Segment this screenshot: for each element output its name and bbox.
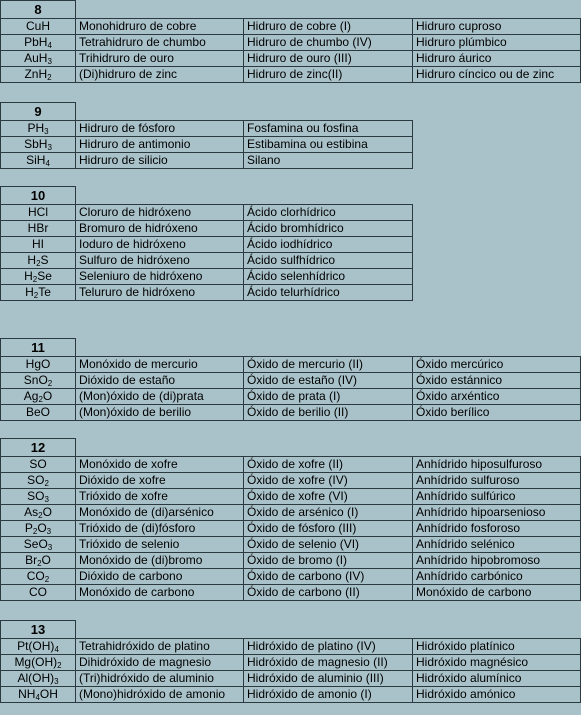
table-row bbox=[1, 221, 413, 237]
chemical-formula bbox=[1, 51, 76, 67]
chemical-formula bbox=[1, 505, 76, 521]
systematic-name: Trióxido de xofre bbox=[76, 489, 244, 505]
formula-part: PbH bbox=[24, 35, 48, 49]
systematic-name: Dióxido de estaño bbox=[76, 373, 244, 389]
systematic-name: Dihidróxido de magnesio bbox=[76, 655, 244, 671]
formula-part: CO bbox=[29, 585, 47, 599]
table-row bbox=[1, 489, 581, 505]
formula-table bbox=[0, 0, 581, 83]
systematic-name: (Mon)óxido de berilio bbox=[76, 405, 244, 421]
systematic-name: Telururo de hidróxeno bbox=[76, 285, 244, 301]
traditional-name: Anhídrido sulfuroso bbox=[413, 473, 581, 489]
chemical-formula bbox=[1, 489, 76, 505]
traditional-name: Hidruro plúmbico bbox=[413, 35, 581, 51]
section-number: 13 bbox=[1, 621, 76, 639]
formula-part: Ag bbox=[23, 389, 39, 403]
stock-name: Óxido de prata (I) bbox=[244, 389, 413, 405]
systematic-name: (Mon)óxido de (di)prata bbox=[76, 389, 244, 405]
chemical-formula bbox=[1, 639, 76, 655]
traditional-name: Hidróxido platínico bbox=[413, 639, 581, 655]
traditional-name: Anhídrido hiposulfuroso bbox=[413, 457, 581, 473]
chemical-formula bbox=[1, 19, 76, 35]
section-number: 10 bbox=[1, 187, 76, 205]
table-row bbox=[1, 687, 581, 703]
table-row bbox=[1, 373, 581, 389]
chemical-formula bbox=[1, 687, 76, 703]
chemical-formula bbox=[1, 121, 76, 137]
formula-part: Te bbox=[38, 285, 51, 299]
stock-name: Hidruro de ouro (III) bbox=[244, 51, 413, 67]
traditional-name: Hidruro cuproso bbox=[413, 19, 581, 35]
formula-part: As bbox=[24, 505, 39, 519]
traditional-name: Anhídrido carbónico bbox=[413, 569, 581, 585]
section-header-row bbox=[1, 339, 581, 357]
table-row bbox=[1, 521, 581, 537]
chemical-formula bbox=[1, 537, 76, 553]
section-10 bbox=[0, 186, 413, 301]
formula-part: SbH bbox=[24, 137, 48, 151]
section-number: 9 bbox=[1, 103, 76, 121]
formula-subscript: 3 bbox=[44, 495, 49, 504]
stock-name: Fosfamina ou fosfina bbox=[244, 121, 413, 137]
formula-part: HCl bbox=[28, 205, 48, 219]
systematic-name: Trihidruro de ouro bbox=[76, 51, 244, 67]
formula-part: O bbox=[37, 521, 47, 535]
formula-part: O bbox=[42, 389, 53, 403]
systematic-name: Monóxido de mercurio bbox=[76, 357, 244, 373]
formula-part: SnO bbox=[23, 373, 48, 387]
table-row bbox=[1, 671, 581, 687]
stock-name: Ácido sulfhídrico bbox=[244, 253, 413, 269]
stock-name: Silano bbox=[244, 153, 413, 169]
formula-subscript: 3 bbox=[44, 127, 49, 136]
formula-part: O bbox=[42, 505, 52, 519]
traditional-name: Óxido berílico bbox=[413, 405, 581, 421]
systematic-name: (Di)hidruro de zinc bbox=[76, 67, 244, 83]
chemical-formula bbox=[1, 35, 76, 51]
formula-part: AuH bbox=[24, 51, 48, 65]
formula-part: SO bbox=[29, 457, 47, 471]
stock-name: Óxido de xofre (II) bbox=[244, 457, 413, 473]
stock-name: Hidruro de zinc(II) bbox=[244, 67, 413, 83]
stock-name: Hidróxido de magnesio (II) bbox=[244, 655, 413, 671]
systematic-name: Seleniuro de hidróxeno bbox=[76, 269, 244, 285]
systematic-name: Hidruro de antimonio bbox=[76, 137, 244, 153]
stock-name: Óxido de carbono (IV) bbox=[244, 569, 413, 585]
table-row bbox=[1, 569, 581, 585]
formula-subscript: 2 bbox=[44, 479, 49, 488]
traditional-name: Hidróxido amónico bbox=[413, 687, 581, 703]
section-number: 8 bbox=[1, 1, 76, 19]
traditional-name: Hidróxido magnésico bbox=[413, 655, 581, 671]
stock-name: Hidróxido de aluminio (III) bbox=[244, 671, 413, 687]
formula-subscript: 3 bbox=[47, 143, 52, 152]
formula-part: HBr bbox=[27, 221, 49, 235]
chemical-formula bbox=[1, 137, 76, 153]
chemical-formula bbox=[1, 671, 76, 687]
formula-table bbox=[0, 438, 581, 601]
header-spacer bbox=[76, 439, 581, 457]
formula-part: BeO bbox=[25, 405, 50, 419]
formula-subscript: 2 bbox=[36, 259, 41, 268]
chemical-formula bbox=[1, 67, 76, 83]
chemical-formula bbox=[1, 205, 76, 221]
formula-subscript: 3 bbox=[54, 677, 59, 686]
formula-subscript: 3 bbox=[47, 543, 53, 552]
chemical-formula bbox=[1, 221, 76, 237]
chemical-formula bbox=[1, 237, 76, 253]
table-row bbox=[1, 473, 581, 489]
formula-subscript: 2 bbox=[32, 275, 38, 284]
stock-name: Ácido bromhídrico bbox=[244, 221, 413, 237]
table-row bbox=[1, 389, 581, 405]
systematic-name: Cloruro de hidróxeno bbox=[76, 205, 244, 221]
systematic-name: (Tri)hidróxido de aluminio bbox=[76, 671, 244, 687]
section-header-row bbox=[1, 187, 413, 205]
stock-name: Ácido telurhídrico bbox=[244, 285, 413, 301]
section-13 bbox=[0, 620, 581, 703]
formula-subscript: 4 bbox=[35, 693, 40, 702]
formula-part: O bbox=[41, 553, 51, 567]
section-number: 11 bbox=[1, 339, 76, 357]
stock-name: Óxido de selenio (VI) bbox=[244, 537, 413, 553]
formula-part: H bbox=[25, 285, 34, 299]
table-row bbox=[1, 505, 581, 521]
stock-name: Óxido de fósforo (III) bbox=[244, 521, 413, 537]
traditional-name: Anhídrido sulfúrico bbox=[413, 489, 581, 505]
formula-subscript: 4 bbox=[45, 159, 50, 168]
chemical-formula bbox=[1, 655, 76, 671]
chemical-formula bbox=[1, 357, 76, 373]
table-row bbox=[1, 357, 581, 373]
chemical-formula bbox=[1, 457, 76, 473]
table-row bbox=[1, 19, 581, 35]
header-spacer bbox=[76, 1, 581, 19]
chemical-formula bbox=[1, 521, 76, 537]
stock-name: Hidruro de cobre (I) bbox=[244, 19, 413, 35]
chemical-formula bbox=[1, 585, 76, 601]
stock-name: Hidróxido de platino (IV) bbox=[244, 639, 413, 655]
formula-subscript: 2 bbox=[33, 291, 39, 300]
table-row bbox=[1, 137, 413, 153]
stock-name: Hidróxido de amonio (I) bbox=[244, 687, 413, 703]
table-row bbox=[1, 237, 413, 253]
systematic-name: Hidruro de fósforo bbox=[76, 121, 244, 137]
systematic-name: Dióxido de xofre bbox=[76, 473, 244, 489]
chemical-formula bbox=[1, 389, 76, 405]
stock-name: Ácido selenhídrico bbox=[244, 269, 413, 285]
table-row bbox=[1, 639, 581, 655]
formula-subscript: 2 bbox=[44, 575, 50, 584]
section-header-row bbox=[1, 1, 581, 19]
formula-subscript: 2 bbox=[38, 395, 43, 404]
section-header-row bbox=[1, 103, 413, 121]
stock-name: Ácido iodhídrico bbox=[244, 237, 413, 253]
table-row bbox=[1, 585, 581, 601]
formula-part: SO bbox=[27, 489, 45, 503]
formula-subscript: 3 bbox=[47, 57, 52, 66]
table-row bbox=[1, 67, 581, 83]
section-8 bbox=[0, 0, 581, 83]
formula-part: Br bbox=[25, 553, 38, 567]
formula-table bbox=[0, 186, 413, 301]
formula-part: CO bbox=[26, 569, 45, 583]
formula-part: H bbox=[24, 269, 33, 283]
stock-name: Óxido de carbono (II) bbox=[244, 585, 413, 601]
stock-name: Óxido de arsénico (I) bbox=[244, 505, 413, 521]
systematic-name: Sulfuro de hidróxeno bbox=[76, 253, 244, 269]
traditional-name: Óxido arxéntico bbox=[413, 389, 581, 405]
formula-part: HI bbox=[32, 237, 44, 251]
stock-name: Ácido clorhídrico bbox=[244, 205, 413, 221]
chemical-formula bbox=[1, 405, 76, 421]
chemical-formula bbox=[1, 473, 76, 489]
chemical-formula bbox=[1, 569, 76, 585]
chemical-formula bbox=[1, 285, 76, 301]
formula-part: P bbox=[24, 521, 33, 535]
systematic-name: Dióxido de carbono bbox=[76, 569, 244, 585]
formula-subscript: 2 bbox=[47, 379, 53, 388]
traditional-name: Anhídrido selénico bbox=[413, 537, 581, 553]
systematic-name: Monóxido de xofre bbox=[76, 457, 244, 473]
header-spacer bbox=[76, 339, 581, 357]
traditional-name: Anhídrido hipobromoso bbox=[413, 553, 581, 569]
traditional-name: Hidróxido alumínico bbox=[413, 671, 581, 687]
formula-part: OH bbox=[39, 687, 58, 701]
formula-table bbox=[0, 338, 581, 421]
chemical-formula bbox=[1, 153, 76, 169]
section-header-row bbox=[1, 621, 581, 639]
table-row bbox=[1, 35, 581, 51]
systematic-name: Ioduro de hidróxeno bbox=[76, 237, 244, 253]
systematic-name: Monóxido de carbono bbox=[76, 585, 244, 601]
formula-part: Pt(OH) bbox=[17, 639, 55, 653]
chemical-formula bbox=[1, 253, 76, 269]
formula-part: S bbox=[40, 253, 49, 267]
formula-part: PH bbox=[27, 121, 45, 135]
formula-subscript: 3 bbox=[46, 527, 52, 536]
table-row bbox=[1, 457, 581, 473]
formula-part: Mg(OH) bbox=[14, 655, 58, 669]
formula-part: CuH bbox=[25, 19, 50, 33]
formula-part: Se bbox=[37, 269, 52, 283]
formula-subscript: 2 bbox=[38, 511, 43, 520]
section-header-row bbox=[1, 439, 581, 457]
traditional-name: Hidruro cíncico ou de zinc bbox=[413, 67, 581, 83]
stock-name: Óxido de mercurio (II) bbox=[244, 357, 413, 373]
formula-subscript: 2 bbox=[47, 73, 52, 82]
traditional-name: Anhídrido hipoarsenioso bbox=[413, 505, 581, 521]
systematic-name: Bromuro de hidróxeno bbox=[76, 221, 244, 237]
section-9 bbox=[0, 102, 413, 169]
table-row bbox=[1, 121, 413, 137]
section-11 bbox=[0, 338, 581, 421]
formula-part: Al(OH) bbox=[17, 671, 55, 685]
systematic-name: Tetrahidruro de chumbo bbox=[76, 35, 244, 51]
systematic-name: Monóxido de (di)bromo bbox=[76, 553, 244, 569]
table-row bbox=[1, 253, 413, 269]
table-row bbox=[1, 205, 413, 221]
header-spacer bbox=[76, 103, 413, 121]
chemical-formula bbox=[1, 373, 76, 389]
traditional-name: Hidruro áurico bbox=[413, 51, 581, 67]
table-row bbox=[1, 405, 581, 421]
stock-name: Óxido de bromo (I) bbox=[244, 553, 413, 569]
formula-part: H bbox=[27, 253, 37, 267]
chemical-formula bbox=[1, 269, 76, 285]
table-row bbox=[1, 655, 581, 671]
systematic-name: Monóxido de (di)arsénico bbox=[76, 505, 244, 521]
formula-part: ZnH bbox=[24, 67, 48, 81]
formula-part: SO bbox=[27, 473, 45, 487]
table-row bbox=[1, 285, 413, 301]
stock-name: Óxido de xofre (IV) bbox=[244, 473, 413, 489]
formula-subscript: 2 bbox=[32, 527, 38, 536]
table-row bbox=[1, 537, 581, 553]
header-spacer bbox=[76, 621, 581, 639]
table-row bbox=[1, 153, 413, 169]
systematic-name: Monohidruro de cobre bbox=[76, 19, 244, 35]
formula-part: NH bbox=[18, 687, 36, 701]
stock-name: Estibamina ou estibina bbox=[244, 137, 413, 153]
section-12 bbox=[0, 438, 581, 601]
chemical-formula bbox=[1, 553, 76, 569]
formula-part: SeO bbox=[23, 537, 48, 551]
stock-name: Óxido de berilio (II) bbox=[244, 405, 413, 421]
table-row bbox=[1, 553, 581, 569]
formula-subscript: 4 bbox=[47, 41, 52, 50]
systematic-name: Hidruro de silicio bbox=[76, 153, 244, 169]
formula-table bbox=[0, 102, 413, 169]
systematic-name: Trióxido de selenio bbox=[76, 537, 244, 553]
systematic-name: (Mono)hidróxido de amonio bbox=[76, 687, 244, 703]
formula-subscript: 2 bbox=[37, 559, 42, 568]
formula-part: HgO bbox=[25, 357, 51, 371]
formula-subscript: 4 bbox=[54, 645, 59, 654]
section-number: 12 bbox=[1, 439, 76, 457]
header-spacer bbox=[76, 187, 413, 205]
traditional-name: Monóxido de carbono bbox=[413, 585, 581, 601]
traditional-name: Anhídrido fosforoso bbox=[413, 521, 581, 537]
table-row bbox=[1, 51, 581, 67]
formula-subscript: 2 bbox=[57, 661, 62, 670]
table-row bbox=[1, 269, 413, 285]
traditional-name: Óxido estánnico bbox=[413, 373, 581, 389]
stock-name: Óxido de estaño (IV) bbox=[244, 373, 413, 389]
formula-table bbox=[0, 620, 581, 703]
formula-part: SiH bbox=[26, 153, 46, 167]
stock-name: Hidruro de chumbo (IV) bbox=[244, 35, 413, 51]
stock-name: Óxido de xofre (VI) bbox=[244, 489, 413, 505]
systematic-name: Trióxido de (di)fósforo bbox=[76, 521, 244, 537]
systematic-name: Tetrahidróxido de platino bbox=[76, 639, 244, 655]
traditional-name: Óxido mercúrico bbox=[413, 357, 581, 373]
